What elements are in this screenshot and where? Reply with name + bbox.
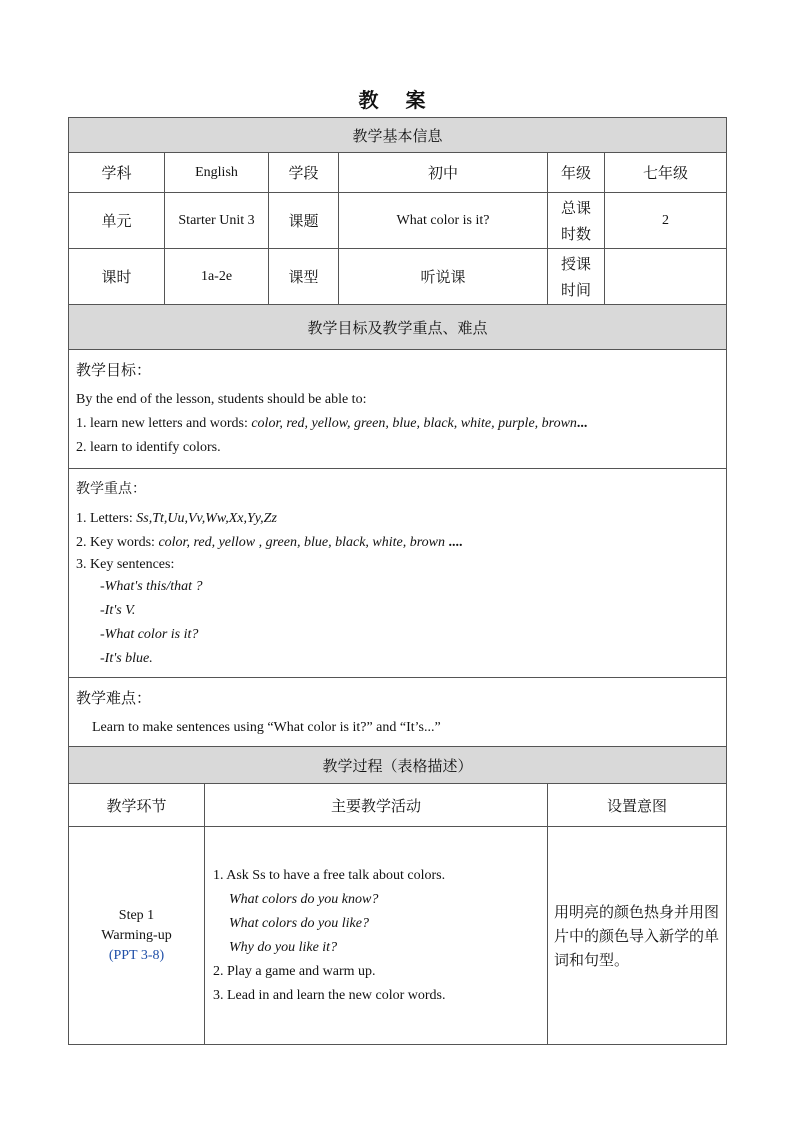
objectives-heading: 教学目标： (76, 361, 152, 379)
key-letters-value: Ss,Tt,Uu,Vv,Ww,Xx,Yy,Zz (132, 511, 277, 526)
grade-label: 年级 (548, 153, 605, 193)
type-label: 课型 (269, 249, 339, 305)
key-sentence-1: -What's this/that ? (100, 579, 203, 594)
grade-value: 七年级 (605, 153, 727, 193)
type-value: 听说课 (339, 249, 548, 305)
key-letters-prefix: 1. Letters: (76, 511, 133, 526)
activity-3: 3. Lead in and learn the new color words. (213, 987, 446, 1003)
stage-label: 学段 (269, 153, 339, 193)
objective-1-words: color, red, yellow, green, blue, black, white, purple, brown (247, 416, 577, 431)
topic-label: 课题 (269, 193, 339, 249)
key-letters (76, 507, 719, 531)
step-cell (69, 827, 205, 1045)
question-2: What colors do you like? (229, 915, 369, 931)
period-label: 课时 (69, 249, 165, 305)
process-header: 教学过程（表格描述） (69, 747, 727, 784)
key-words-value: color, red, yellow , green, blue, black, white, brown (154, 535, 445, 550)
intent-cell: 用明亮的颜色热身并用图片中的颜色导入新学的单词和句型。 (548, 827, 727, 1045)
topic-value: What color is it? (339, 193, 548, 249)
key-sentence-4: -It's blue. (100, 651, 153, 666)
col-activity-header: 主要教学活动 (205, 784, 548, 827)
col-intent-header: 设置意图 (548, 784, 727, 827)
subject-label: 学科 (69, 153, 165, 193)
lesson-plan-table (68, 117, 727, 1045)
total-hours-value: 2 (605, 193, 727, 249)
goals-header: 教学目标及教学重点、难点 (69, 305, 727, 350)
basic-info-header: 教学基本信息 (69, 118, 727, 153)
total-hours-label (548, 193, 605, 249)
col-stage-header: 教学环节 (69, 784, 205, 827)
page-title: 教 案 (358, 88, 436, 112)
teach-time-label-line2: 时间 (560, 280, 591, 299)
period-value: 1a-2e (165, 249, 269, 305)
teach-time-label-line1: 授课 (560, 254, 591, 273)
subject-value: English (165, 153, 269, 193)
difficulties-text: Learn to make sentences using “What color is it?” and “It’s...” (92, 720, 441, 735)
step-name: Warming-up (101, 927, 172, 943)
objective-1-prefix: 1. learn new letters and words: (76, 416, 248, 431)
key-points-block (69, 469, 727, 678)
unit-value: Starter Unit 3 (165, 193, 269, 249)
objective-2: 2. learn to identify colors. (76, 440, 221, 455)
activity-2: 2. Play a game and warm up. (213, 963, 376, 979)
key-words (76, 531, 719, 555)
key-words-suffix: .... (445, 535, 463, 550)
step-title: Step 1 (118, 907, 155, 923)
objective-1-suffix: ... (576, 416, 588, 431)
key-sentence-2: -It's V. (100, 603, 136, 618)
objective-1 (76, 412, 719, 436)
total-hours-label-line1: 总课 (560, 198, 591, 217)
difficulties-heading: 教学难点： (76, 689, 152, 707)
difficulties-block (69, 678, 727, 747)
activity-cell (205, 827, 548, 1045)
step-ppt: (PPT 3-8) (108, 947, 165, 963)
total-hours-label-line2: 时数 (560, 224, 591, 243)
key-sentences-label: 3. Key sentences: (76, 557, 175, 572)
stage-value: 初中 (339, 153, 548, 193)
question-1: What colors do you know? (229, 891, 379, 907)
objectives-block (69, 350, 727, 469)
key-words-prefix: 2. Key words: (76, 535, 155, 550)
unit-label: 单元 (69, 193, 165, 249)
teach-time-label (548, 249, 605, 305)
teach-time-value (605, 249, 727, 305)
key-points-heading: 教学重点： (76, 481, 146, 497)
key-sentence-3: -What color is it? (100, 627, 199, 642)
objectives-intro: By the end of the lesson, students should be able to: (76, 392, 367, 407)
question-3: Why do you like it? (229, 939, 338, 955)
activity-1: 1. Ask Ss to have a free talk about colors. (213, 867, 446, 883)
